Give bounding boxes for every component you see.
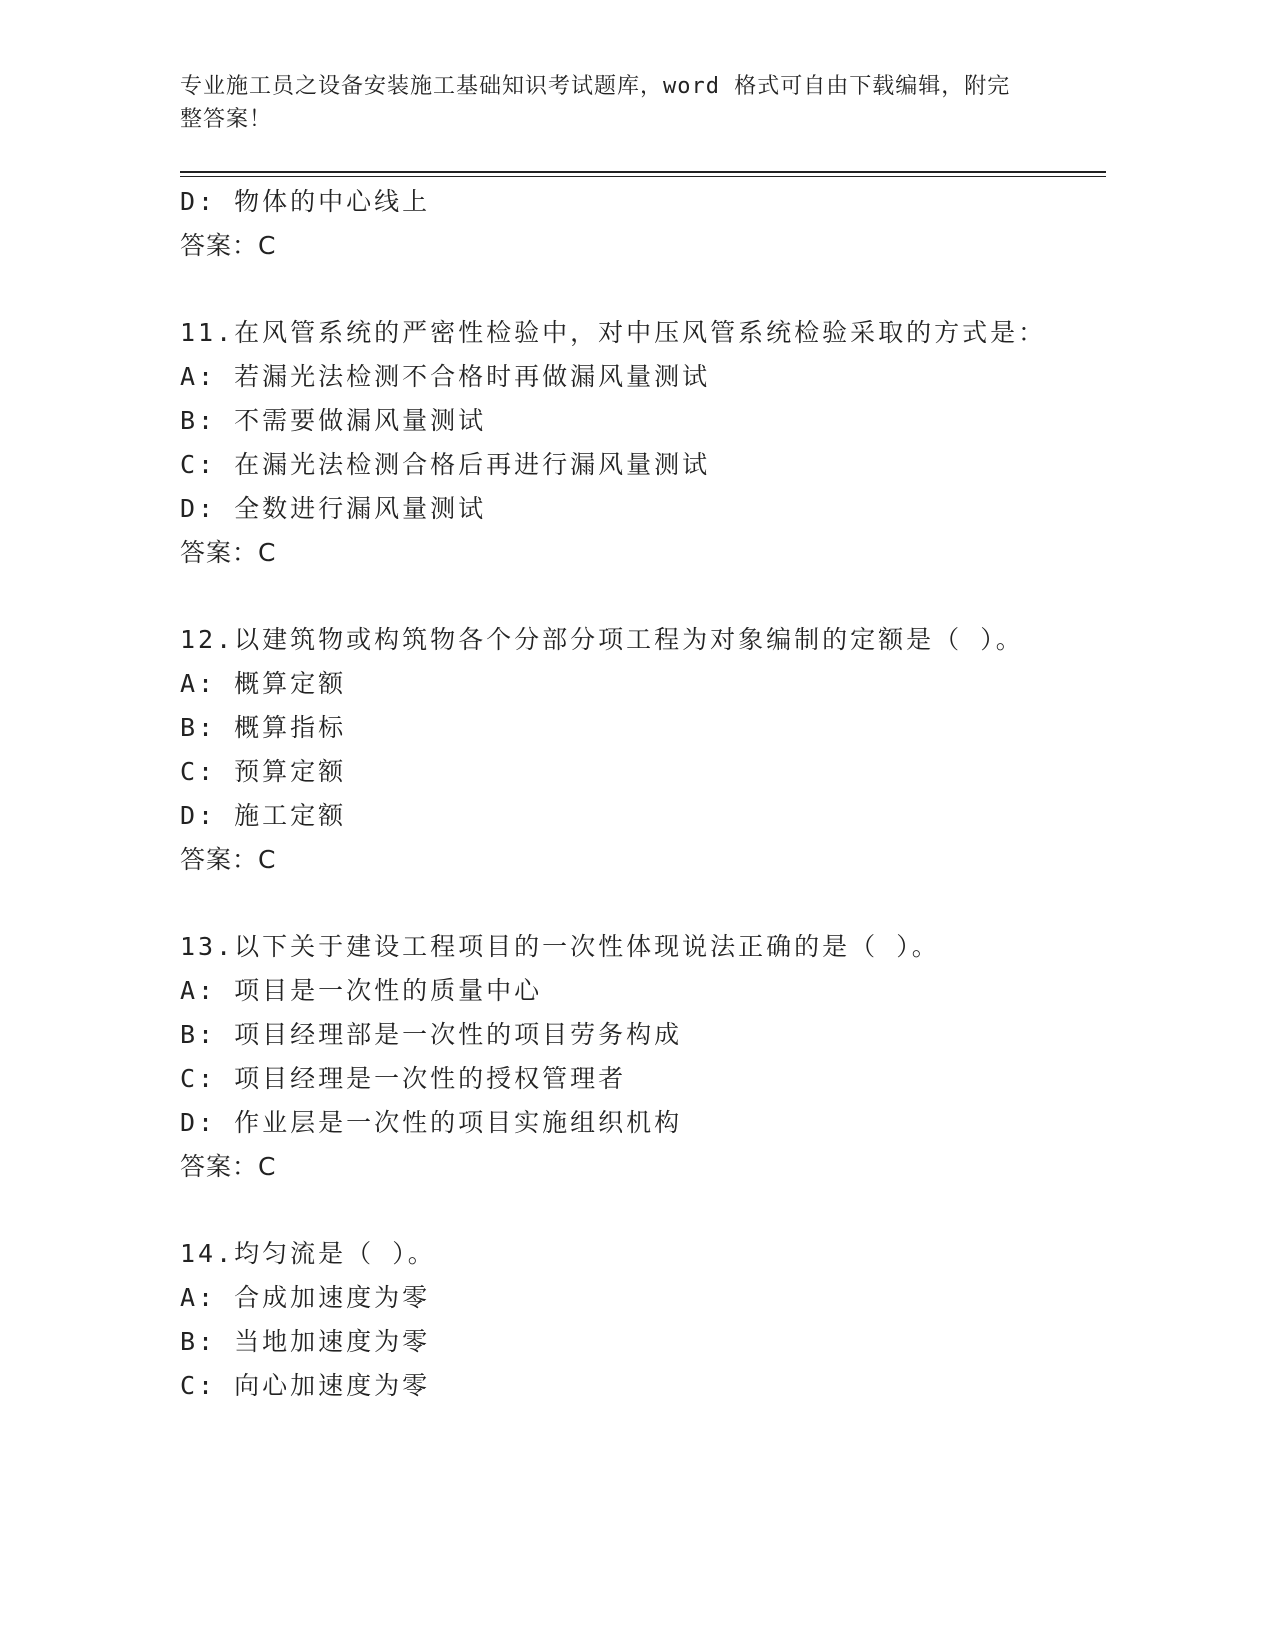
option-c: C: 项目经理是一次性的授权管理者 xyxy=(180,1064,627,1093)
answer-line: 答案：C xyxy=(180,845,277,874)
answer-line: 答案：C xyxy=(180,1152,277,1181)
answer-line: 答案：C xyxy=(180,231,277,260)
question-12 xyxy=(180,618,1106,882)
header-line-2: 整答案！ xyxy=(180,107,273,132)
option-c: C: 预算定额 xyxy=(180,757,347,786)
question-stem: 13.以下关于建设工程项目的一次性体现说法正确的是（ ）。 xyxy=(180,932,940,961)
spacer xyxy=(180,882,1106,925)
option-d: D: 全数进行漏风量测试 xyxy=(180,494,487,523)
option-b: B: 概算指标 xyxy=(180,713,347,742)
option-c: C: 向心加速度为零 xyxy=(180,1371,431,1400)
spacer xyxy=(180,575,1106,618)
question-list xyxy=(180,180,1106,1408)
spacer xyxy=(180,268,1106,311)
spacer xyxy=(180,1189,1106,1232)
question-14 xyxy=(180,1232,1106,1408)
document-header xyxy=(180,70,1040,136)
header-line-1: 专业施工员之设备安装施工基础知识考试题库，word 格式可自由下载编辑，附完 xyxy=(180,74,1011,99)
question-10-continued xyxy=(180,180,1106,268)
option-b: B: 项目经理部是一次性的项目劳务构成 xyxy=(180,1020,683,1049)
question-stem: 11.在风管系统的严密性检验中，对中压风管系统检验采取的方式是： xyxy=(180,318,1047,347)
option-b: B: 当地加速度为零 xyxy=(180,1327,431,1356)
option-a: A: 合成加速度为零 xyxy=(180,1283,431,1312)
option-d: D: 作业层是一次性的项目实施组织机构 xyxy=(180,1108,683,1137)
option-d: D: 施工定额 xyxy=(180,801,347,830)
option-a: A: 若漏光法检测不合格时再做漏风量测试 xyxy=(180,362,711,391)
answer-line: 答案：C xyxy=(180,538,277,567)
option-c: C: 在漏光法检测合格后再进行漏风量测试 xyxy=(180,450,711,479)
option-d: D: 物体的中心线上 xyxy=(180,187,431,216)
question-stem: 14.均匀流是（ ）。 xyxy=(180,1239,436,1268)
question-13 xyxy=(180,925,1106,1189)
question-stem: 12.以建筑物或构筑物各个分部分项工程为对象编制的定额是（ ）。 xyxy=(180,625,1024,654)
header-divider-thick xyxy=(180,171,1106,173)
header-divider-thin xyxy=(180,176,1106,177)
option-a: A: 项目是一次性的质量中心 xyxy=(180,976,543,1005)
option-a: A: 概算定额 xyxy=(180,669,347,698)
option-b: B: 不需要做漏风量测试 xyxy=(180,406,487,435)
question-11 xyxy=(180,311,1106,575)
